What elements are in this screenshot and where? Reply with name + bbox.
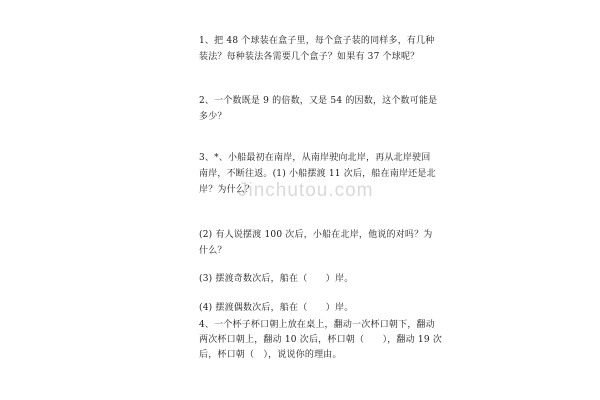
question-3-part-2-line-2: 什么？ bbox=[199, 246, 227, 256]
question-3-part-2-line-1: (2) 有人说摆渡 100 次后，小船在北岸，他说的对吗？为 bbox=[199, 230, 433, 240]
question-3-part-3: (3) 摆渡奇数次后，船在（ ）岸。 bbox=[199, 274, 354, 284]
question-3-line-1: 3、*、小船最初在南岸，从南岸驶向北岸，再从北岸驶回 bbox=[199, 153, 431, 163]
question-4-line-2: 两次杯口朝上，翻动 10 次后，杯口朝（ ），翻动 19 次 bbox=[199, 335, 443, 345]
question-3-line-3: 岸？为什么？ bbox=[199, 185, 255, 195]
question-2-line-2: 多少？ bbox=[199, 112, 227, 122]
question-4-line-3: 后，杯口朝（ ），说说你的理由。 bbox=[199, 350, 342, 360]
question-1-line-2: 装法？每种装法各需要几个盒子？如果有 37 个球呢？ bbox=[199, 52, 420, 62]
watermark: Jinchutou.com bbox=[238, 180, 374, 201]
question-4-line-1: 4、一个杯子杯口朝上放在桌上，翻动一次杯口朝下，翻动 bbox=[199, 320, 435, 330]
question-3-part-4: (4) 摆渡偶数次后，船在（ ）岸。 bbox=[199, 303, 354, 313]
question-2-line-1: 2、一个数既是 9 的倍数，又是 54 的因数，这个数可能是 bbox=[199, 96, 438, 106]
question-1-line-1: 1、把 48 个球装在盒子里，每个盒子装的同样多，有几种 bbox=[199, 36, 435, 46]
question-3-line-2: 南岸，不断往返。(1) 小船摆渡 11 次后，船在南岸还是北 bbox=[199, 169, 436, 179]
